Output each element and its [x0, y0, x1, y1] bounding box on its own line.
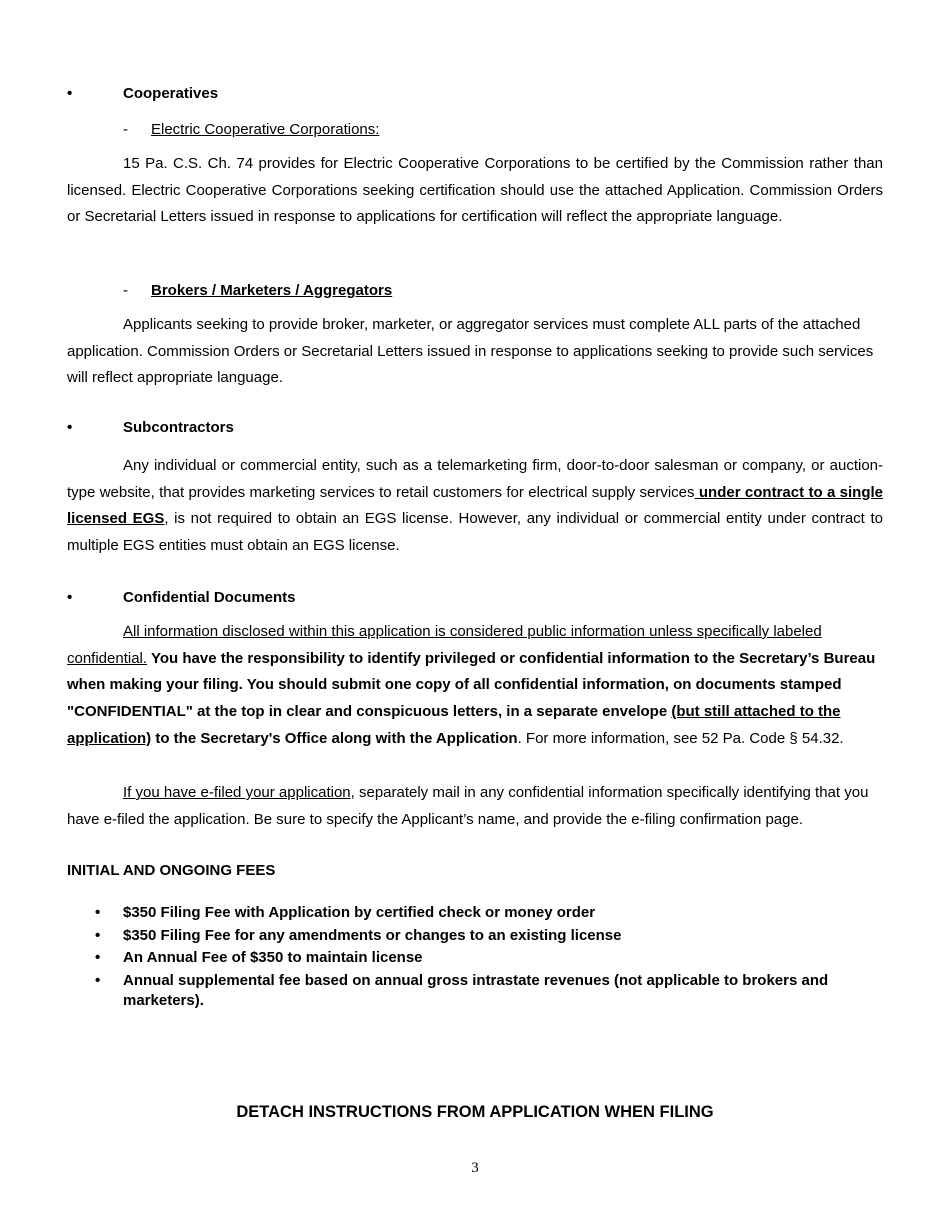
fee-item-text: $350 Filing Fee for any amendments or changes to an existing license [123, 926, 622, 944]
detach-instructions-notice: DETACH INSTRUCTIONS FROM APPLICATION WHEN FILING [236, 1103, 714, 1121]
bullet-icon: • [67, 589, 73, 606]
electric-cooperative-paragraph: 15 Pa. C.S. Ch. 74 provides for Electric Cooperative Corporations to be certified by the Commission rather than licensed. Electric Cooperative Corporations seeking certification should use the attached Application. Commission Orders or Secretarial Letters issued in response to applications for certification will reflect the appropriate language. [67, 155, 883, 226]
dash-marker: - [123, 282, 128, 299]
confidential-paragraph-2 [67, 780, 883, 833]
bullet-icon: • [95, 904, 101, 921]
secretary-office-text: to the Secretary's Office along with the Application [151, 729, 518, 747]
e-filed-instructions: , separately mail in any confidential information specifically identifying that you have e-filed the application. Be sure to specify the Applicant’s name, and provide the e-filing confirmation page. [67, 784, 869, 828]
subcontractors-paragraph [67, 453, 883, 560]
attached-to-application-emphasis: (but still attached to the application) [67, 703, 841, 747]
bullet-icon: • [95, 926, 101, 944]
dash-marker: - [123, 121, 128, 138]
bullet-icon: • [95, 971, 101, 989]
fees-section-title: INITIAL AND ONGOING FEES [67, 862, 276, 879]
cooperatives-heading-text: Cooperatives [123, 85, 219, 102]
brokers-heading-text: Brokers / Marketers / Aggregators [151, 282, 393, 299]
bullet-icon: • [95, 949, 101, 966]
fee-item-text: $350 Filing Fee with Application by certified check or money order [123, 904, 596, 921]
confidential-heading-text: Confidential Documents [123, 589, 296, 606]
single-egs-emphasis: under contract to a single licensed EGS [67, 483, 884, 528]
fees-list [67, 903, 883, 1014]
page-number: 3 [471, 1160, 479, 1176]
fee-item-text: An Annual Fee of $350 to maintain license [123, 949, 423, 966]
subcontractors-heading-text: Subcontractors [123, 419, 234, 436]
e-filed-emphasis: If you have e-filed your application [123, 784, 351, 801]
bullet-icon: • [67, 419, 73, 436]
electric-cooperative-heading-text: Electric Cooperative Corporations: [151, 121, 380, 138]
pa-code-reference: . For more information, see 52 Pa. Code § 54.32. [517, 729, 844, 747]
confidential-responsibility-text: You have the responsibility to identify privileged or confidential information to the Secretary’s Bureau when making your filing. You should submit one copy of all confidential information, on documents stamped "CONFIDENTIAL" at the top in clear and conspicuous letters, in a separate envelope [67, 649, 876, 721]
brokers-paragraph: Applicants seeking to provide broker, marketer, or aggregator services must complete ALL parts of the attached application. Commission Orders or Secretarial Letters issued in response to applications seeking to provide such services will reflect appropriate language. [67, 316, 874, 387]
fee-item [67, 971, 883, 1012]
public-information-notice: All information disclosed within this application is considered public information unless specifically labeled confidential. [67, 623, 822, 667]
bullet-icon: • [67, 85, 73, 102]
subcontractors-text-2: , is not required to obtain an EGS license. However, any individual or commercial entity under contract to multiple EGS entities must obtain an EGS license. [67, 510, 883, 555]
fee-item-text: Annual supplemental fee based on annual gross intrastate revenues (not applicable to brokers and marketers). [123, 971, 829, 1009]
fee-item [67, 948, 883, 969]
subcontractors-text-1: Any individual or commercial entity, such as a telemarketing firm, door-to-door salesman or company, or auction-type website, that provides marketing services to retail customers for electrical supply services [67, 457, 883, 501]
fee-item [67, 926, 883, 947]
fee-item [67, 903, 883, 924]
confidential-paragraph-1 [67, 619, 883, 753]
